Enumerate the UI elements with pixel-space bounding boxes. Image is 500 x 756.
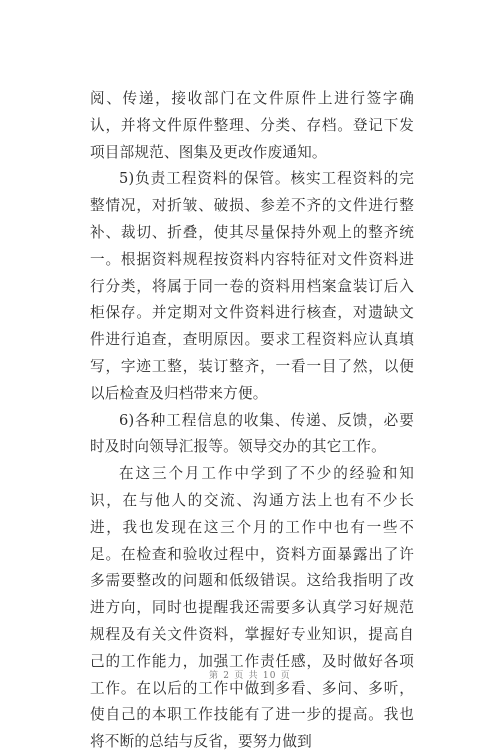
paragraph-continuation: 阅、传递，接收部门在文件原件上进行签字确认，并将文件原件整理、分类、存档。登记下发项目部规范、图集及更改作废通知。 xyxy=(90,90,414,161)
body-text xyxy=(90,86,414,756)
paragraph-item-6: 6)各种工程信息的收集、传递、反馈，必要时及时向领导汇报等。领导交办的其它工作。 xyxy=(90,411,414,456)
paragraph-item-5: 5)负责工程资料的保管。核实工程资料的完整情况，对折皱、破损、参差不齐的文件进行整补、裁切、折叠，使其尽量保持外观上的整齐统一。根据资料规程按资料内容特征对文件资料进行分类，将属于同一卷的资料用档案盒装订后入柜保存。并定期对文件资料进行核查，对遗缺文件进行追查，查明原因。要求工程资料应认真填写，字迹工整，装订整齐，一看一目了然，以便以后检查及归档带来方便。 xyxy=(90,170,414,402)
paragraph-summary: 在这三个月工作中学到了不少的经验和知识，在与他人的交流、沟通方法上也有不少长进，我也发现在这三个月的工作中也有一些不足。在检查和验收过程中，资料方面暴露出了许多需要整改的问题和低级错误。这给我指明了改进方向，同时也提醒我还需要多认真学习好规范规程及有关文件资料，掌握好专业知识，提高自己的工作能力，加强工作责任感，及时做好各项工作。在以后的工作中做到多看、多问、多听，使自己的本职工作技能有了进一步的提高。我也将不断的总结与反省，要努力做到 xyxy=(90,465,414,751)
page-footer: 第 2 页 共 10 页 xyxy=(209,671,291,681)
